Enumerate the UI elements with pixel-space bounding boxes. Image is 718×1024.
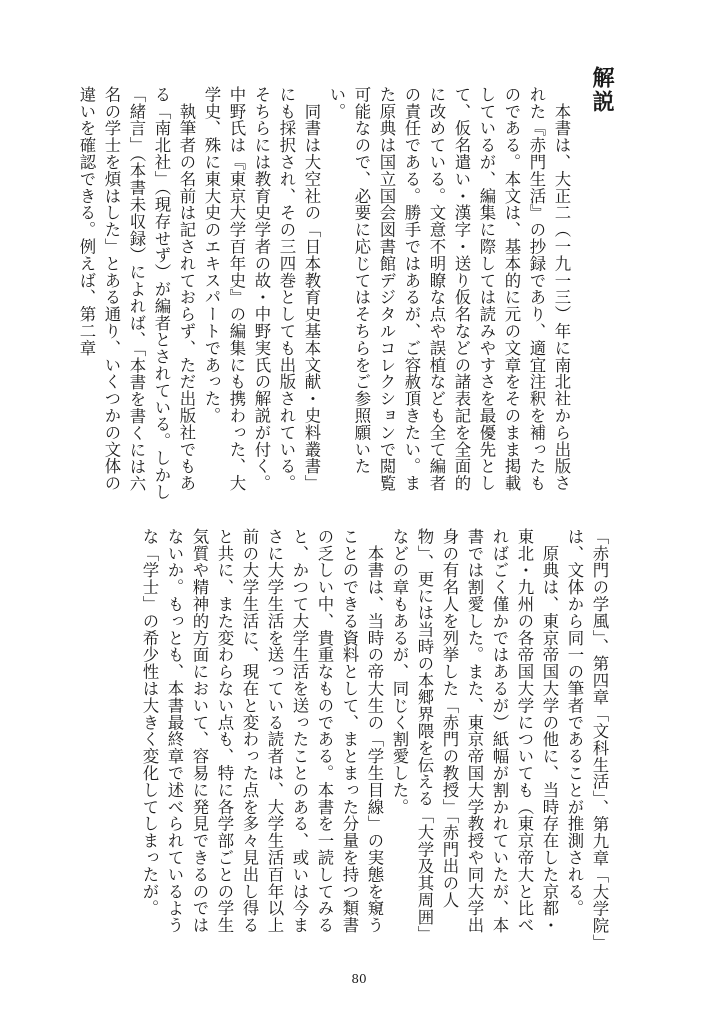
paragraph: 本書は、当時の帝大生の「学生目線」の実態を窺うことのできる資料として、まとまった分量を持つ類書の乏しい中、貴重なものである。本書を一読してみると、かつて大学生活を送ったことのある、或いは今まさに大学生活を送っている読者は、大学生活百年以上前の大学生活に、現在と変わった点を多々見出し得ると共に、また変わらない点も、特に各学部ごとの学生気質や精神的方面において、容易に発見できるのではないか。もっとも、本書最終章で述べられているような「学士」の希少性は大きく変化してしまったが。 [140, 528, 384, 934]
paragraph: 同書は大空社の「日本教育史基本文献・史料叢書」にも採択され、その三四巻としても出版されている。そちらには教育史学者の故・中野実氏の解説が付く。中野氏は『東京大学百年史』の編集にも携わった、大学史、殊に東大史のエキスパートであった。 [202, 86, 321, 492]
page-number: 80 [351, 972, 367, 986]
upper-text-block [77, 86, 574, 506]
paragraph: 原典は、東京帝国大学の他に、当時存在した京都・東北・九州の各帝国大学についても（東京帝大と比べればごく僅かではあるが）紙幅が割かれていたが、本書では割愛した。また、東京帝国大学教授や同大学出身の有名人を列挙した「赤門の教授」「赤門出の人物」、更には当時の本郷界隈を伝える「大学及其周囲」などの章もあるが、同じく割愛した。 [390, 528, 559, 943]
lower-text-block [140, 528, 612, 948]
paragraph: 執筆者の名前は記されておらず、ただ出版社でもある「南北社」（現存せず）が編者とされている。しかし「緒言」（本書未収録）によれば、「本書を書くには六名の学士を煩はした」とある通り、いくつかの文体の違いを確認できる。例えば、第二章 [77, 86, 196, 501]
section-heading: 解説 [589, 66, 614, 114]
paragraph: 「赤門の学風」、第四章「文科生活」、第九章「大学院」は、文体から同一の筆者であることが推測される。 [565, 528, 609, 943]
paragraph: 本書は、大正二（一九一三）年に南北社から出版された『赤門生活』の抄録であり、適宜注釈を補ったものである。本文は、基本的に元の文章をそのまま掲載しているが、編集に際しては読みやすさを最優先として、仮名遣い・漢字・送り仮名などの諸表記を全面的に改めている。文意不明瞭な点や誤植なども全て編者の責任である。勝手ではあるが、ご容赦頂きたい。また原典は国立国会図書館デジタルコレクションで閲覧可能なので、必要に応じてはそちらをご参照願いたい。 [327, 86, 571, 492]
